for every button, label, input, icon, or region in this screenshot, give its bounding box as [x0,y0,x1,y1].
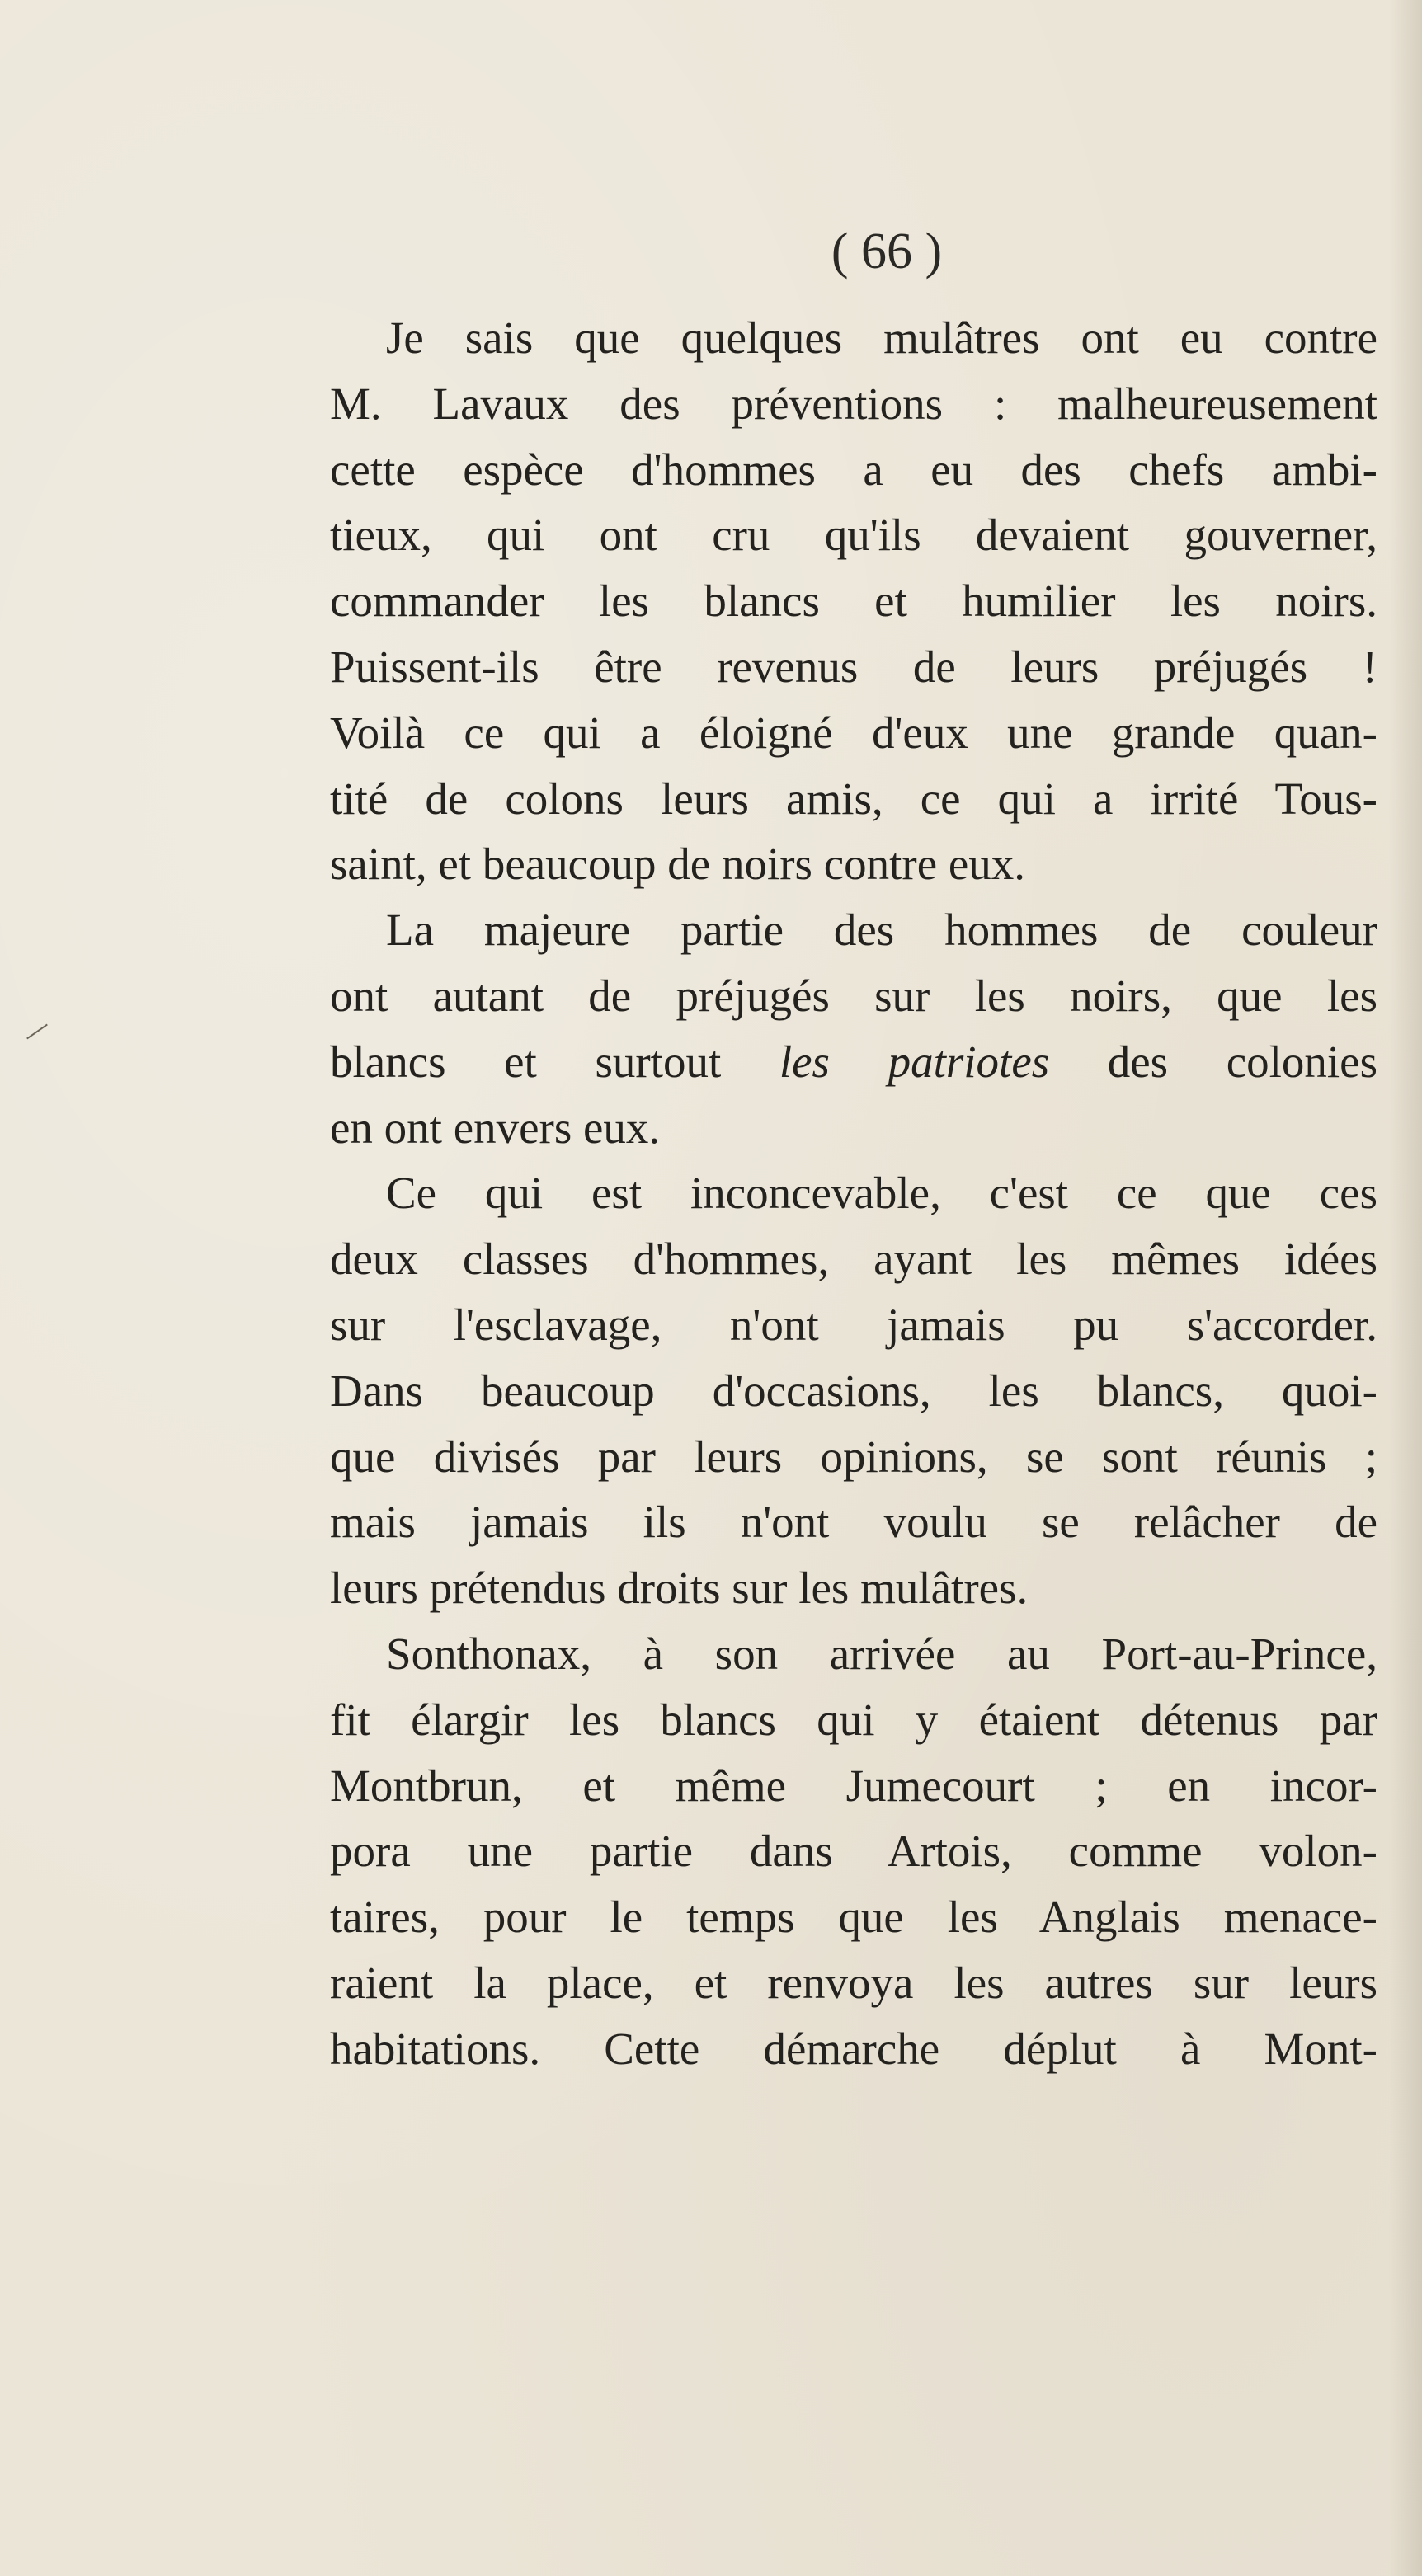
text-line: taires, pour le temps que les Anglais menace- [330,1892,1377,1943]
text-segment: des colonies [1049,1036,1377,1087]
page-edge-shadow [1389,0,1422,2576]
text-line: fit élargir les blancs qui y étaient détenus par [330,1694,1377,1745]
text-line: Sonthonax, à son arrivée au Port-au-Prince, [386,1628,1377,1679]
text-line: Montbrun, et même Jumecourt ; en incor- [330,1760,1377,1811]
text-line: sur l'esclavage, n'ont jamais pu s'accorder. [330,1299,1377,1350]
text-line: leurs prétendus droits sur les mulâtres. [330,1563,1029,1614]
text-line: raient la place, et renvoya les autres sur leurs [330,1957,1377,2008]
margin-mark [26,1024,48,1040]
page-number: ( 66 ) [831,223,943,280]
text-line: saint, et beaucoup de noirs contre eux. [330,839,1026,890]
body-text [330,305,1377,2082]
text-line: cette espèce d'hommes a eu des chefs ambi- [330,444,1377,495]
text-line: Voilà ce qui a éloigné d'eux une grande quan- [330,707,1377,758]
text-segment: blancs et surtout [330,1036,779,1087]
text-line: pora une partie dans Artois, comme volon- [330,1826,1377,1877]
text-line-with-italic [330,1029,1377,1095]
text-line: ont autant de préjugés sur les noirs, que les [330,970,1377,1021]
text-line: habitations. Cette démarche déplut à Mont- [330,2023,1377,2074]
text-line: deux classes d'hommes, ayant les mêmes idées [330,1234,1377,1285]
text-line: M. Lavaux des préventions : malheureusement [330,378,1377,429]
text-line: Puissent-ils être revenus de leurs préjugés ! [330,641,1377,692]
text-line: Je sais que quelques mulâtres ont eu contre [386,313,1377,363]
text-line: tité de colons leurs amis, ce qui a irrité Tous- [330,773,1377,824]
text-line: tieux, qui ont cru qu'ils devaient gouverner, [330,510,1377,561]
text-line: Dans beaucoup d'occasions, les blancs, quoi- [330,1365,1377,1416]
text-line: La majeure partie des hommes de couleur [386,905,1377,956]
text-line: en ont envers eux. [330,1102,661,1153]
text-line: mais jamais ils n'ont voulu se relâcher de [330,1497,1377,1548]
text-line: Ce qui est inconcevable, c'est ce que ces [386,1168,1377,1219]
text-line: que divisés par leurs opinions, se sont réunis ; [330,1431,1377,1482]
italic-text: les patriotes [779,1036,1050,1087]
text-line: commander les blancs et humilier les noirs. [330,576,1377,627]
